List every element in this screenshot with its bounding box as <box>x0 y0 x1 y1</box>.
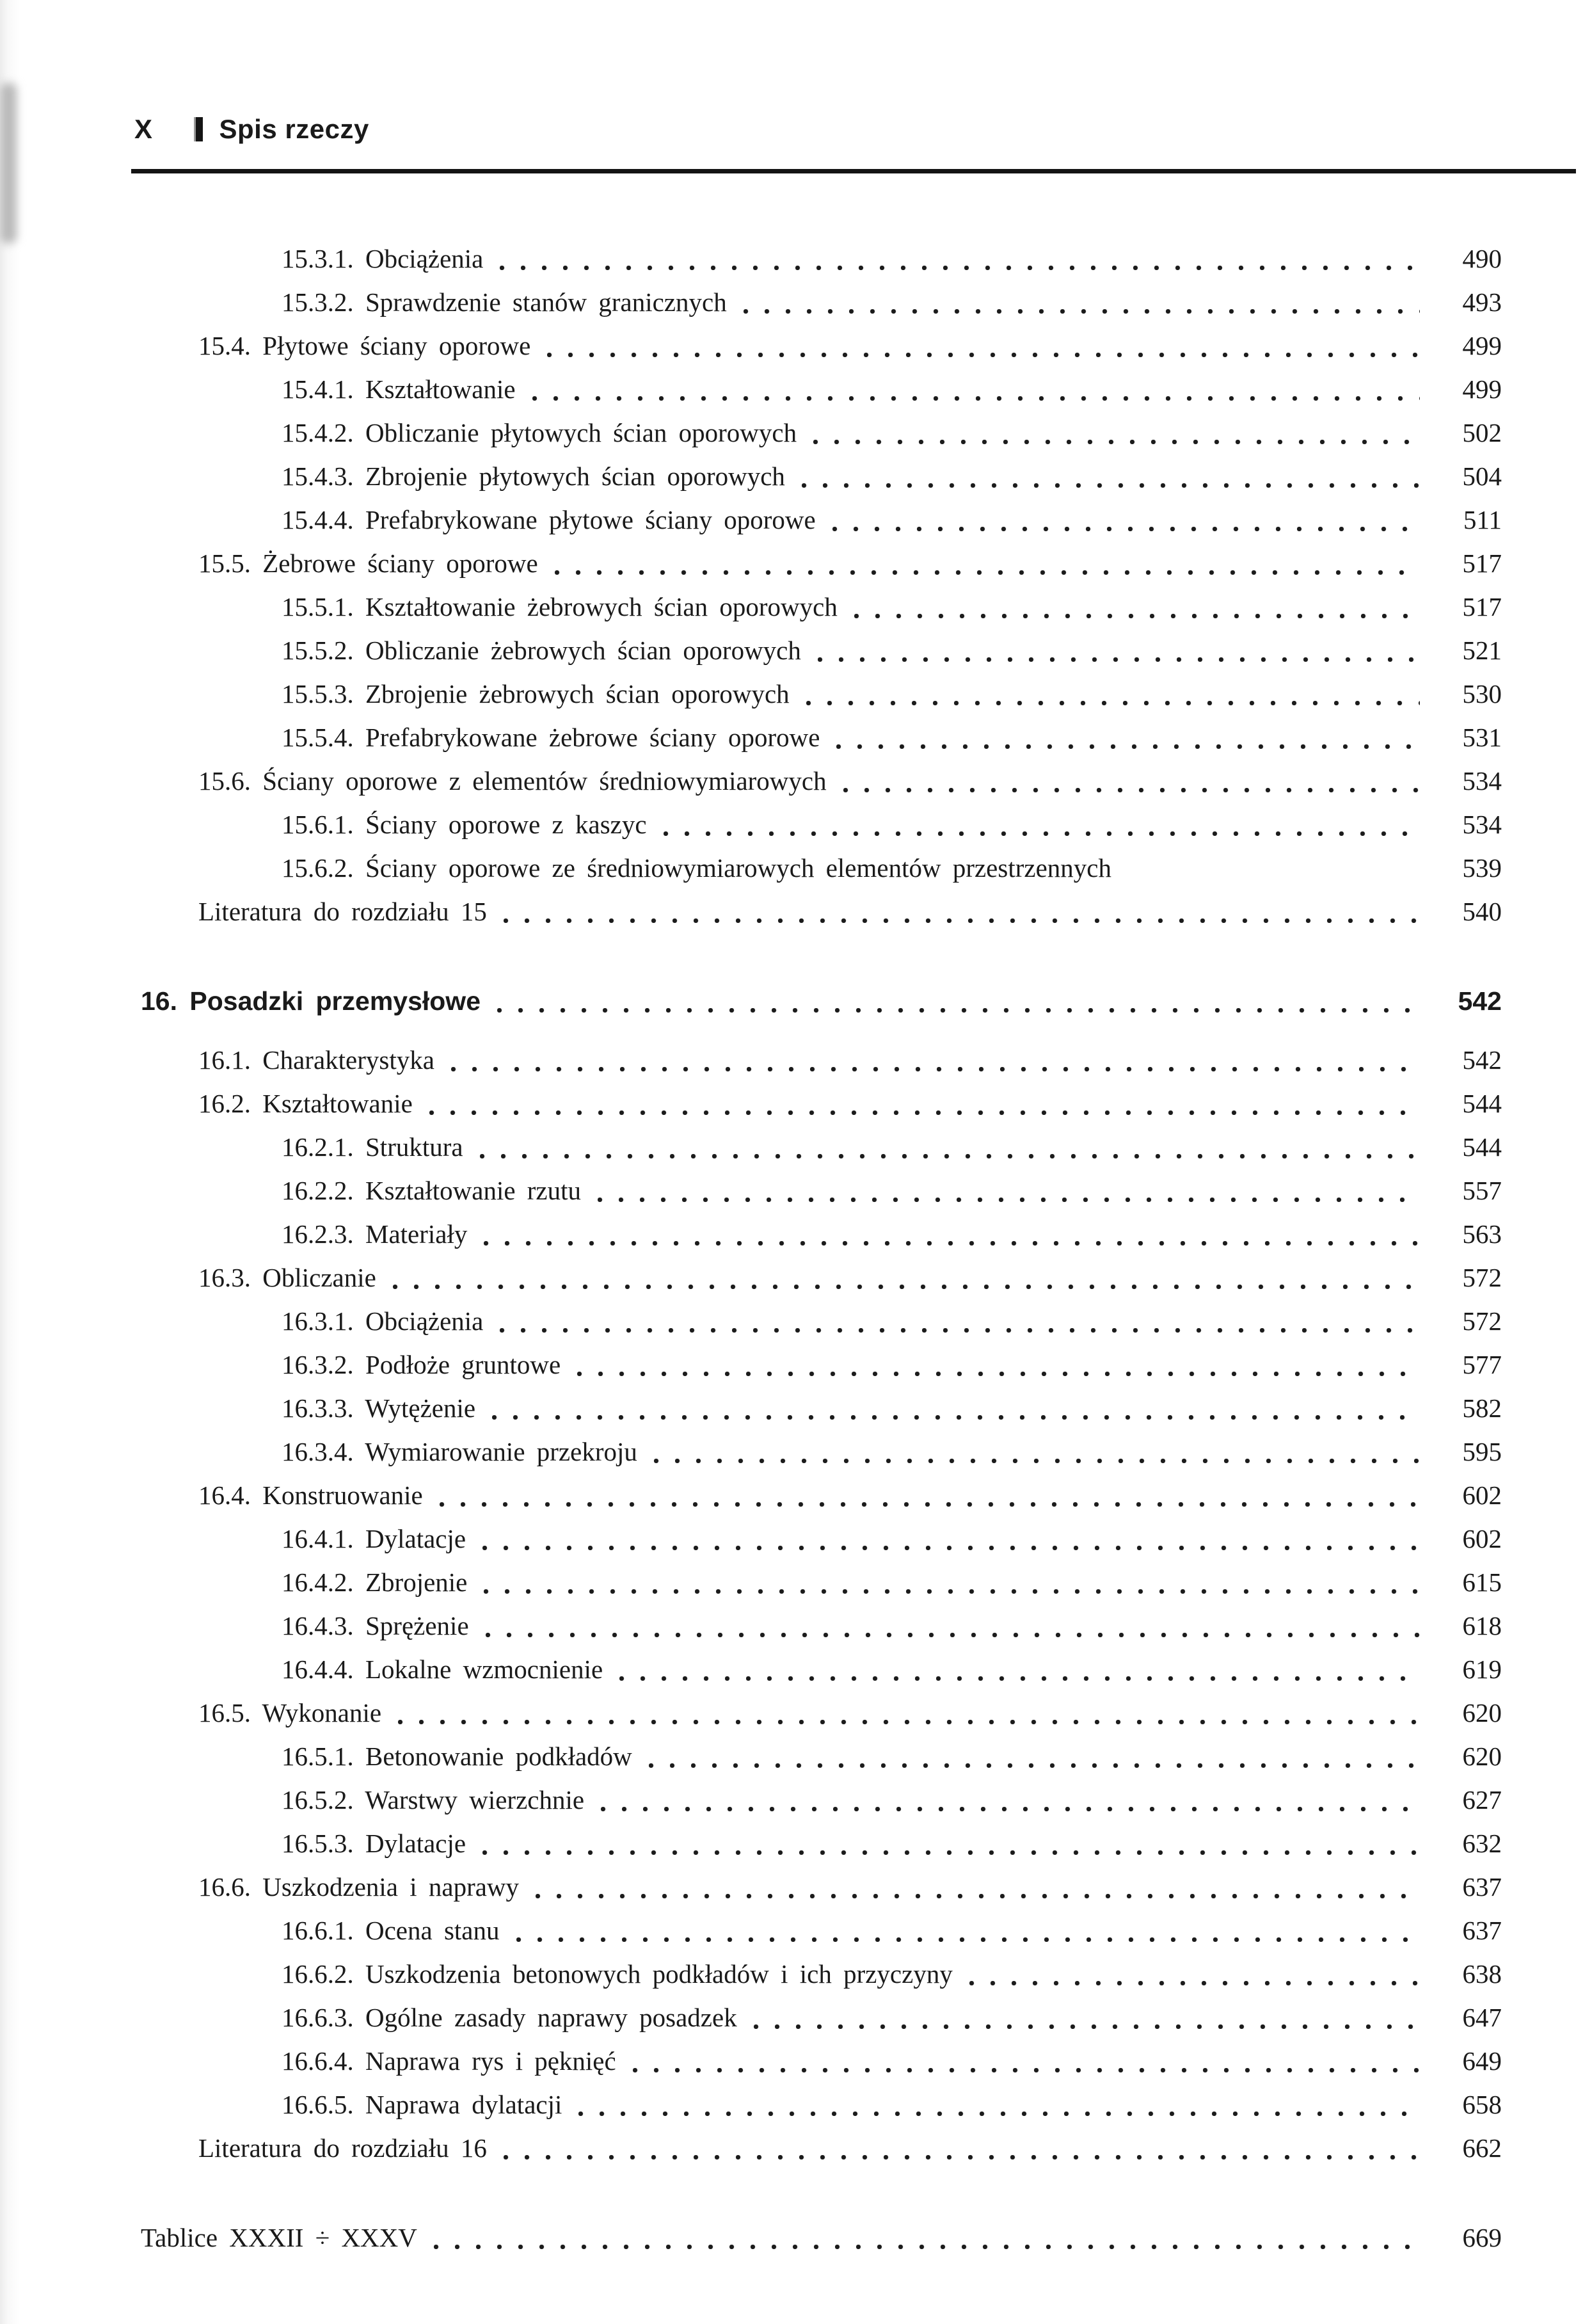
toc-entry-page: 618 <box>1462 1611 1502 1640</box>
toc-entry-page: 638 <box>1462 1959 1502 1989</box>
dot-leader <box>476 1125 1420 1169</box>
toc-entry-page: 499 <box>1462 374 1502 404</box>
toc-entry-page: 493 <box>1462 287 1502 317</box>
scan-artifact <box>0 83 17 243</box>
dot-leader <box>551 541 1420 585</box>
toc-entry <box>141 1386 1502 1430</box>
dot-leader <box>394 1691 1420 1735</box>
toc-entry <box>141 1822 1502 1865</box>
dot-leader <box>629 2039 1420 2083</box>
toc-entry-label: 16.4. Konstruowanie <box>198 1480 423 1510</box>
dot-leader <box>500 890 1420 933</box>
toc-entry <box>141 324 1502 367</box>
toc-entry-label: 15.5.2. Obliczanie żebrowych ścian oporowych <box>282 636 801 665</box>
toc-entry <box>141 629 1502 672</box>
toc-entry-page: 544 <box>1462 1089 1502 1118</box>
toc-entry-page: 662 <box>1462 2133 1502 2163</box>
toc-entry-page: 632 <box>1462 1829 1502 1858</box>
toc-entry <box>141 1604 1502 1647</box>
toc-entry-label: 15.4.3. Zbrojenie płytowych ścian oporowych <box>282 461 785 491</box>
toc-entry-page: 627 <box>1462 1785 1502 1815</box>
toc-entry-label: 16.2.2. Kształtowanie rzutu <box>282 1176 582 1205</box>
dot-leader <box>426 1082 1420 1125</box>
toc-entry <box>141 585 1502 629</box>
toc-entry <box>141 1082 1502 1125</box>
square-bullet-icon <box>190 117 203 141</box>
toc-entry <box>141 1212 1502 1256</box>
toc-entry-label: Literatura do rozdziału 15 <box>198 897 487 926</box>
toc-entry-label: 15.3.1. Obciążenia <box>282 244 484 273</box>
toc-entry <box>141 2216 1502 2259</box>
toc-entry-page: 542 <box>1458 986 1502 1016</box>
toc-entry-page: 669 <box>1462 2223 1502 2252</box>
toc-entry-label: 15.4.2. Obliczanie płytowych ścian oporowych <box>282 418 797 447</box>
toc-entry-label: 16.3.1. Obciążenia <box>282 1306 484 1336</box>
toc-entry-page: 615 <box>1462 1567 1502 1597</box>
toc-entry-label: 15.6.1. Ściany oporowe z kaszyc <box>282 810 647 839</box>
toc-entry-label: 16.6.4. Naprawa rys i pęknięć <box>282 2046 616 2076</box>
dot-leader <box>802 672 1420 716</box>
toc-entry-label: 16.1. Charakterystyka <box>198 1045 434 1075</box>
dot-leader <box>389 1256 1420 1299</box>
toc-entry-label: 15.5. Żebrowe ściany oporowe <box>198 549 538 578</box>
toc-entry-page: 542 <box>1462 1045 1502 1075</box>
toc-entry <box>141 2126 1502 2170</box>
toc-entry <box>141 541 1502 585</box>
dot-leader <box>597 1778 1420 1822</box>
toc-entry <box>141 1299 1502 1343</box>
toc-list <box>141 237 1502 2259</box>
toc-entry-label: 16.3.4. Wymiarowanie przekroju <box>282 1437 637 1466</box>
page-number: X <box>134 114 153 144</box>
dot-leader <box>529 367 1420 411</box>
dot-leader <box>532 1865 1420 1909</box>
toc-entry <box>141 1647 1502 1691</box>
toc-entry-label: 15.4. Płytowe ściany oporowe <box>198 331 531 360</box>
toc-entry <box>141 672 1502 716</box>
dot-leader <box>543 324 1420 367</box>
toc-entry-label: 16.2.3. Materiały <box>282 1219 468 1249</box>
toc-entry-page: 595 <box>1462 1437 1502 1466</box>
dot-leader <box>500 2126 1420 2170</box>
toc-entry-label: 16.5.2. Warstwy wierzchnie <box>282 1785 585 1815</box>
dot-leader <box>966 1952 1420 1996</box>
toc-entry-page: 602 <box>1462 1524 1502 1553</box>
toc-entry-page: 602 <box>1462 1480 1502 1510</box>
toc-entry-page: 504 <box>1462 461 1502 491</box>
toc-entry <box>141 1691 1502 1735</box>
toc-entry <box>141 1473 1502 1517</box>
toc-entry <box>141 979 1502 1023</box>
toc-entry-page: 502 <box>1462 418 1502 447</box>
dot-leader <box>829 498 1420 541</box>
toc-entry-label: 16.6.2. Uszkodzenia betonowych podkładów i ich przyczyny <box>282 1959 953 1989</box>
toc-entry <box>141 2039 1502 2083</box>
dot-leader <box>480 1212 1420 1256</box>
dot-leader <box>645 1735 1420 1778</box>
dot-leader <box>496 1299 1420 1343</box>
toc-entry-label: 16.5.3. Dylatacje <box>282 1829 466 1858</box>
toc-entry-page: 563 <box>1462 1219 1502 1249</box>
toc-entry <box>141 1256 1502 1299</box>
toc-entry-page: 582 <box>1462 1393 1502 1423</box>
toc-entry-label: 16. Posadzki przemysłowe <box>141 986 481 1016</box>
dot-leader <box>482 1604 1420 1647</box>
toc-entry <box>141 411 1502 454</box>
toc-entry-page: 499 <box>1462 331 1502 360</box>
toc-entry-label: 15.5.4. Prefabrykowane żebrowe ściany oporowe <box>282 723 820 752</box>
toc-entry-label: 16.3.3. Wytężenie <box>282 1393 476 1423</box>
header-rule <box>131 169 1576 173</box>
toc-entry-label: Literatura do rozdziału 16 <box>198 2133 487 2163</box>
toc-entry <box>141 759 1502 803</box>
toc-entry-page: 619 <box>1462 1655 1502 1684</box>
dot-leader <box>814 629 1420 672</box>
toc-entry <box>141 846 1502 890</box>
toc-entry-page: 530 <box>1462 679 1502 709</box>
toc-entry-page: 511 <box>1463 505 1502 534</box>
toc-entry <box>141 1909 1502 1952</box>
toc-entry-page: 544 <box>1462 1132 1502 1162</box>
dot-leader <box>479 1822 1420 1865</box>
toc-entry-label: 15.4.1. Kształtowanie <box>282 374 516 404</box>
toc-entry-label: 15.5.1. Kształtowanie żebrowych ścian oporowych <box>282 592 838 621</box>
toc-entry <box>141 1125 1502 1169</box>
toc-entry-page: 521 <box>1462 636 1502 665</box>
toc-entry-page: 540 <box>1462 897 1502 926</box>
toc-entry-page: 647 <box>1462 2003 1502 2032</box>
dot-leader <box>493 979 1420 1023</box>
toc-entry <box>141 237 1502 280</box>
dot-leader <box>832 716 1420 759</box>
toc-entry-label: 16.2.1. Struktura <box>282 1132 463 1162</box>
toc-entry-label: 16.6.5. Naprawa dylatacji <box>282 2090 562 2119</box>
toc-entry-label: 15.3.2. Sprawdzenie stanów granicznych <box>282 287 727 317</box>
dot-leader <box>513 1909 1420 1952</box>
toc-entry-label: 16.6.3. Ogólne zasady naprawy posadzek <box>282 2003 737 2032</box>
dot-leader <box>447 1038 1420 1082</box>
toc-entry-page: 534 <box>1462 766 1502 796</box>
toc-entry-page: 517 <box>1462 592 1502 621</box>
toc-entry <box>141 1778 1502 1822</box>
dot-leader <box>798 454 1420 498</box>
toc-entry <box>141 367 1502 411</box>
dot-leader <box>496 237 1420 280</box>
toc-entry-page: 572 <box>1462 1306 1502 1336</box>
toc-entry <box>141 1560 1502 1604</box>
dot-leader <box>740 280 1420 324</box>
toc-entry <box>141 1952 1502 1996</box>
dot-leader <box>573 1343 1420 1386</box>
toc-entry-page: 531 <box>1462 723 1502 752</box>
header-title: Spis rzeczy <box>219 114 369 144</box>
toc-entry-label: 16.6.1. Ocena stanu <box>282 1916 500 1945</box>
dot-leader <box>1124 846 1420 890</box>
toc-entry <box>141 1865 1502 1909</box>
dot-leader <box>650 1430 1420 1473</box>
toc-entry-label: 15.4.4. Prefabrykowane płytowe ściany oporowe <box>282 505 816 534</box>
toc-entry-page: 490 <box>1462 244 1502 273</box>
toc-entry-page: 577 <box>1462 1350 1502 1379</box>
toc-entry <box>141 280 1502 324</box>
dot-leader <box>750 1996 1420 2039</box>
dot-leader <box>809 411 1420 454</box>
toc-entry <box>141 454 1502 498</box>
toc-entry-page: 557 <box>1462 1176 1502 1205</box>
toc-entry-page: 534 <box>1462 810 1502 839</box>
toc-entry-label: 16.6. Uszkodzenia i naprawy <box>198 1872 520 1902</box>
toc-entry-label: 15.6.2. Ściany oporowe ze średniowymiarowych elementów przestrzennych <box>282 853 1111 883</box>
toc-entry <box>141 1517 1502 1560</box>
toc-entry-label: 16.4.3. Sprężenie <box>282 1611 469 1640</box>
toc-entry-label: 16.5. Wykonanie <box>198 1698 382 1727</box>
toc-entry-label: 16.3.2. Podłoże gruntowe <box>282 1350 561 1379</box>
toc-entry <box>141 1343 1502 1386</box>
dot-leader <box>594 1169 1420 1212</box>
toc-entry-page: 649 <box>1462 2046 1502 2076</box>
toc-entry-page: 539 <box>1462 853 1502 883</box>
toc-entry <box>141 1735 1502 1778</box>
dot-leader <box>850 585 1420 629</box>
toc-entry-label: 16.2. Kształtowanie <box>198 1089 413 1118</box>
toc-entry-label: Tablice XXXII ÷ XXXV <box>141 2223 417 2252</box>
dot-leader <box>480 1560 1420 1604</box>
toc-entry-page: 572 <box>1462 1263 1502 1292</box>
toc-entry-label: 16.4.2. Zbrojenie <box>282 1567 468 1597</box>
toc-entry <box>141 890 1502 933</box>
page-header <box>134 114 369 145</box>
toc-entry-label: 15.6. Ściany oporowe z elementów średniowymiarowych <box>198 766 827 796</box>
toc-entry <box>141 716 1502 759</box>
dot-leader <box>430 2216 1420 2259</box>
toc-entry-label: 16.3. Obliczanie <box>198 1263 376 1292</box>
dot-leader <box>575 2083 1420 2126</box>
toc-entry <box>141 803 1502 846</box>
toc-entry <box>141 1169 1502 1212</box>
toc-entry <box>141 1430 1502 1473</box>
dot-leader <box>616 1647 1420 1691</box>
toc-entry <box>141 498 1502 541</box>
toc-entry-label: 15.5.3. Zbrojenie żebrowych ścian oporowych <box>282 679 790 709</box>
toc-entry-page: 637 <box>1462 1916 1502 1945</box>
toc-entry-page: 637 <box>1462 1872 1502 1902</box>
dot-leader <box>436 1473 1420 1517</box>
toc-entry-page: 517 <box>1462 549 1502 578</box>
toc-entry-label: 16.5.1. Betonowanie podkładów <box>282 1742 632 1771</box>
dot-leader <box>479 1517 1420 1560</box>
toc-entry-page: 620 <box>1462 1698 1502 1727</box>
toc-entry <box>141 1038 1502 1082</box>
toc-entry <box>141 2083 1502 2126</box>
dot-leader <box>660 803 1420 846</box>
toc-entry <box>141 1996 1502 2039</box>
toc-entry-page: 658 <box>1462 2090 1502 2119</box>
dot-leader <box>488 1386 1420 1430</box>
toc-entry-label: 16.4.1. Dylatacje <box>282 1524 466 1553</box>
toc-entry-page: 620 <box>1462 1742 1502 1771</box>
dot-leader <box>839 759 1420 803</box>
toc-entry-label: 16.4.4. Lokalne wzmocnienie <box>282 1655 603 1684</box>
